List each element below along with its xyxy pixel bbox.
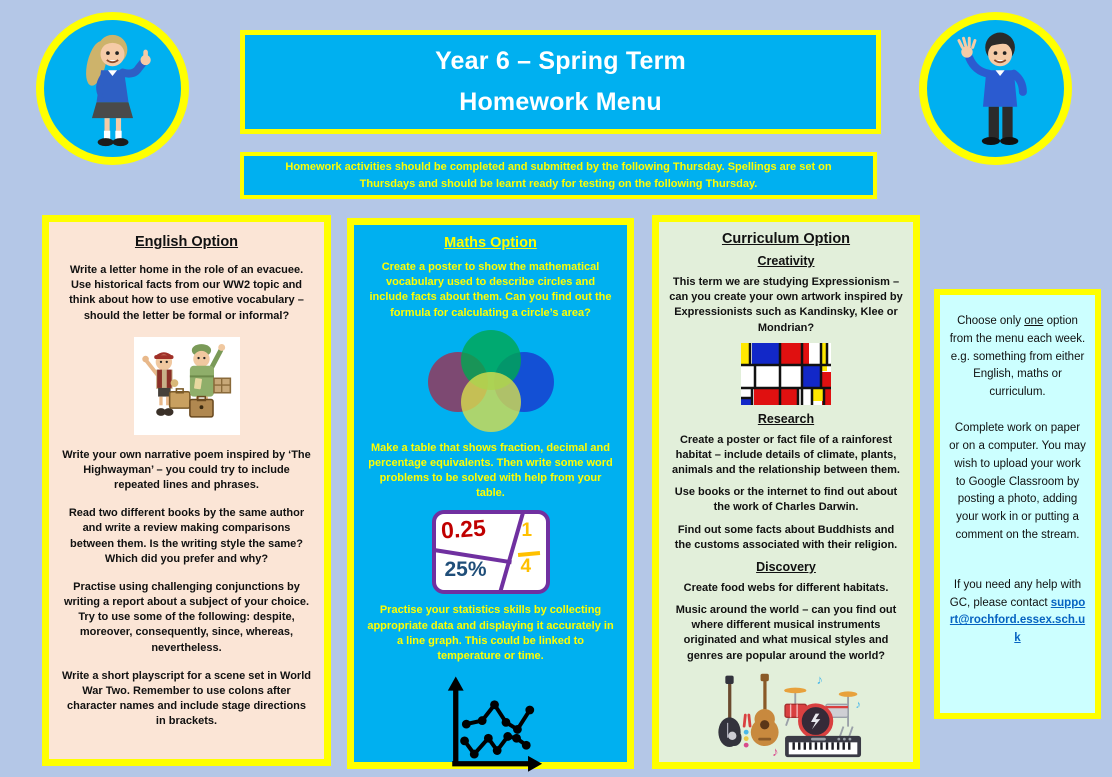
girl-student-illustration — [44, 20, 181, 157]
instructions-paragraph-1 — [949, 313, 1086, 402]
research-task-1: Create a poster or fact file of a rainforest habitat – include details of climate, plants, animals and the relationship between them. — [672, 433, 900, 477]
english-task-2: Write your own narrative poem inspired by ‘The Highwayman’ – you could try to include repeated lines and phrases. — [62, 448, 311, 492]
english-task-4: Practise using challenging conjunctions by writing a report about a subject of your choice. Try to use some of the following: despite, moreover, consequently, since, whereas, nevertheless. — [63, 580, 310, 654]
mondrian-artwork-illustration — [741, 343, 831, 405]
musical-instruments-illustration — [703, 671, 869, 759]
creativity-heading: Creativity — [757, 254, 815, 268]
english-task-5: Write a short playscript for a scene set in World War Two. Remember to use colons after character names and include stage directions in brackets. — [62, 669, 311, 728]
music-note-icon: ♪ — [855, 698, 862, 711]
curriculum-option-title: Curriculum Option — [721, 231, 851, 247]
fraction-decimal-percent-card — [432, 510, 550, 594]
research-task-3: Find out some facts about Buddhists and the customs associated with their religion. — [674, 523, 898, 551]
page-title-line1: Year 6 – Spring Term — [435, 47, 686, 75]
instr-p1-after: option from the menu each week. e.g. something from either English, maths or curriculum. — [949, 315, 1086, 399]
instr-p3-text: If you need any help with GC, please contact — [949, 578, 1082, 609]
overlapping-circles-illustration — [420, 330, 562, 432]
instructions-panel — [934, 289, 1101, 719]
notice-text: Homework activities should be completed and submitted by the following Thursday. Spellings are set on Thursdays and should be learnt ready for testing on the following Thursday. — [285, 161, 832, 190]
girl-student-avatar — [36, 12, 189, 165]
line-graph-icon — [435, 673, 547, 777]
percent-value: 25% — [444, 558, 487, 582]
instructions-paragraph-2: Complete work on paper or on a computer. You may wish to upload your work to Google Classroom by posting a photo, adding your work in or putting a comment on the stream. — [949, 422, 1086, 541]
music-note-icon: ♪ — [772, 743, 779, 759]
boy-student-avatar — [919, 12, 1072, 165]
circle-yellow — [461, 372, 521, 432]
english-task-3: Read two different books by the same author and write a review making comparisons between them. Is the writing style the same? Which did you prefer and why? — [68, 507, 305, 565]
english-task-1: Write a letter home in the role of an evacuee. Use historical facts from our WW2 topic and think about how to use emotive vocabulary – should the letter be formal or informal? — [69, 264, 304, 322]
curriculum-option-panel — [652, 215, 920, 769]
notice-banner — [240, 152, 877, 199]
research-heading: Research — [757, 411, 815, 426]
instr-p1-before: Choose only — [957, 315, 1025, 327]
fraction-denominator: 4 — [520, 556, 532, 578]
boy-student-illustration — [927, 20, 1064, 157]
evacuee-children-illustration — [134, 337, 240, 435]
music-note-icon: ♪ — [816, 671, 824, 687]
maths-task-1: Create a poster to show the mathematical vocabulary used to describe circles and include facts about them. Can you find out the formula for calculating a circle’s area? — [369, 261, 612, 319]
title-banner — [240, 30, 881, 134]
support-email-link[interactable]: support@rochford.essex.sch.uk — [949, 596, 1086, 645]
research-task-2: Use books or the internet to find out about the work of Charles Darwin. — [674, 486, 898, 514]
maths-option-title: Maths Option — [444, 235, 537, 251]
english-option-title: English Option — [134, 234, 239, 250]
discovery-task-2: Music around the world – can you find out where different musical instruments originated and what musical styles and genres are popular around the world? — [675, 604, 897, 662]
english-option-panel — [42, 215, 331, 766]
instructions-paragraph-3 — [949, 577, 1086, 648]
decimal-value: 0.25 — [439, 514, 487, 544]
page-title-line2: Homework Menu — [459, 88, 662, 116]
fraction-numerator: 1 — [521, 520, 533, 542]
maths-task-3: Practise your statistics skills by collecting appropriate data and displaying it accurately in a line graph. This could be linked to temperature or time. — [367, 604, 614, 662]
maths-option-panel — [347, 218, 634, 769]
discovery-task-1: Create food webs for different habitats. — [683, 581, 889, 594]
instr-p1-underlined: one — [1024, 315, 1044, 327]
maths-task-2: Make a table that shows fraction, decimal and percentage equivalents. Then write some word problems to be solved with help from your table. — [368, 441, 613, 500]
discovery-heading: Discovery — [756, 559, 816, 574]
creativity-task: This term we are studying Expressionism – can you create your own artwork inspired by Expressionists such as Kandinsky, Klee or Mondrian? — [669, 276, 903, 334]
